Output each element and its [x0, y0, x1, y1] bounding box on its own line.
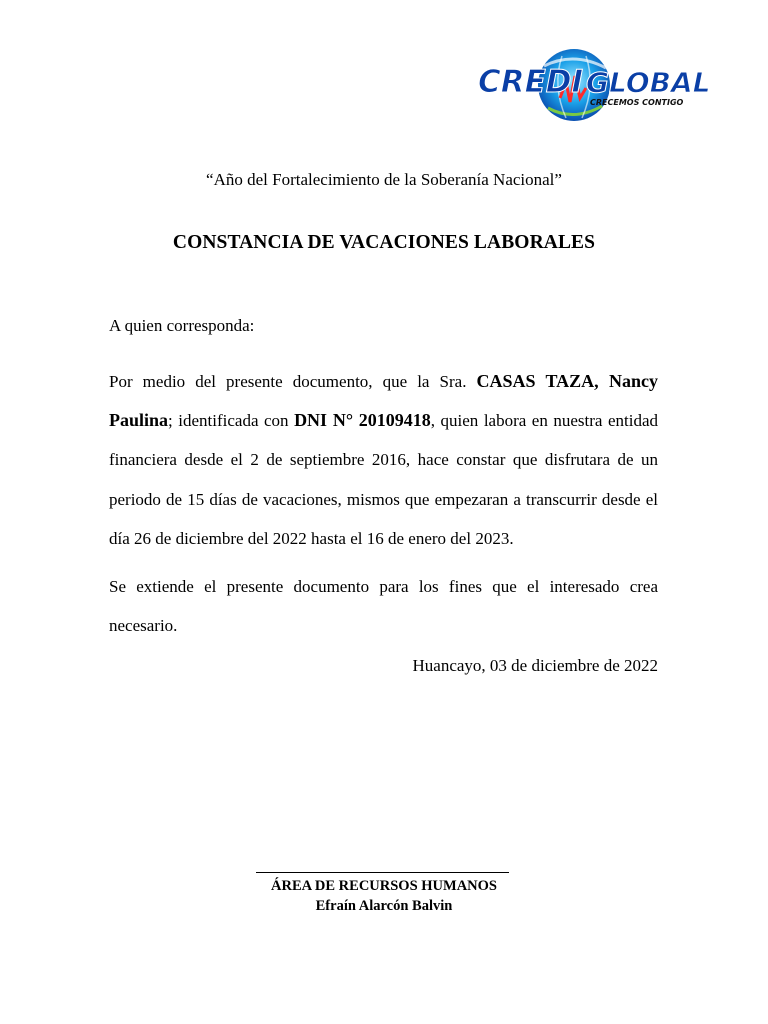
globe-logo-icon [474, 46, 711, 124]
place-date: Huancayo, 03 de diciembre de 2022 [412, 656, 658, 675]
company-logo [474, 46, 711, 124]
logo-tagline: CRECEMOS CONTIGO [590, 98, 684, 107]
paragraph-rest: , quien labora en nuestra entidad financiera desde el 2 de septiembre 2016, hace constar que disfrutara de un periodo de 15 días de vacaciones, mismos que empezaran a transcurrir desde el día 26 de diciembre del 2022 hasta el 16 de enero del 2023. [109, 411, 658, 548]
id-prefix: ; identificada con [168, 411, 295, 431]
closing-paragraph: Se extiende el presente documento para los fines que el interesado crea necesario. [109, 577, 658, 636]
main-paragraph [109, 362, 658, 558]
document-body [109, 314, 658, 645]
employee-name: CASAS TAZA, Nancy Paulina [109, 371, 658, 431]
logo-brand-part2: GLOBAL [586, 66, 711, 99]
year-motto: “Año del Fortalecimiento de la Soberanía Nacional” [206, 170, 562, 189]
dni-number: DNI N° 20109418 [294, 410, 431, 431]
signature-department: ÁREA DE RECURSOS HUMANOS [271, 878, 497, 894]
logo-brand-part1: CREDI [478, 64, 584, 100]
signature-name: Efraín Alarcón Balvin [315, 898, 453, 914]
document-title: CONSTANCIA DE VACACIONES LABORALES [172, 232, 596, 253]
salutation: A quien corresponda: [109, 316, 255, 335]
signature-line [256, 872, 509, 873]
paragraph-intro: Por medio del presente documento, que la Sra. [109, 372, 477, 391]
